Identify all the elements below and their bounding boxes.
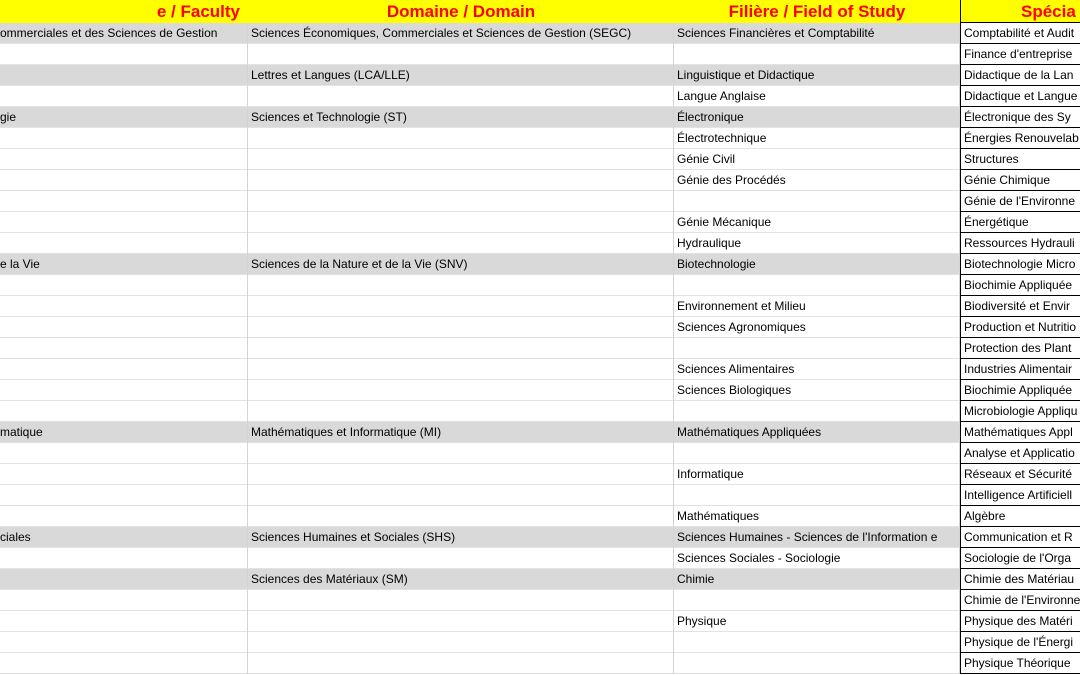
- table-row: [0, 296, 1080, 317]
- specialty-cell[interactable]: Biodiversité et Envir: [960, 296, 1080, 317]
- specialty-cell[interactable]: Physique de l'Énergi: [960, 632, 1080, 653]
- field-cell[interactable]: [674, 485, 960, 506]
- table-row: [0, 506, 1080, 527]
- domain-cell[interactable]: [248, 443, 674, 464]
- specialty-cell[interactable]: Microbiologie Appliqu: [960, 401, 1080, 422]
- specialty-cell[interactable]: Génie de l'Environne: [960, 191, 1080, 212]
- specialty-cell[interactable]: Mathématiques Appl: [960, 422, 1080, 443]
- faculty-cell[interactable]: [0, 296, 248, 317]
- domain-cell[interactable]: [248, 338, 674, 359]
- faculty-cell[interactable]: [0, 254, 248, 275]
- faculty-text: matique: [0, 425, 43, 439]
- table-row: [0, 254, 1080, 275]
- faculty-cell[interactable]: [0, 317, 248, 338]
- field-cell[interactable]: Physique: [674, 611, 960, 632]
- specialty-cell[interactable]: Génie Chimique: [960, 170, 1080, 191]
- table-row: [0, 464, 1080, 485]
- field-cell[interactable]: [674, 191, 960, 212]
- specialty-cell[interactable]: Ressources Hydrauli: [960, 233, 1080, 254]
- domain-cell[interactable]: [248, 611, 674, 632]
- specialty-cell[interactable]: Électronique des Sy: [960, 107, 1080, 128]
- specialty-cell[interactable]: Didactique et Langue: [960, 86, 1080, 107]
- domain-cell[interactable]: [248, 359, 674, 380]
- specialty-cell[interactable]: Énergétique: [960, 212, 1080, 233]
- table-row: [0, 590, 1080, 611]
- domain-cell[interactable]: [248, 212, 674, 233]
- domain-cell[interactable]: Sciences Économiques, Commerciales et Sciences de Gestion (SEGC): [248, 23, 674, 44]
- faculty-cell[interactable]: [0, 212, 248, 233]
- field-cell[interactable]: Électronique: [674, 107, 960, 128]
- domain-cell[interactable]: [248, 653, 674, 674]
- field-cell[interactable]: Informatique: [674, 464, 960, 485]
- table-row: [0, 149, 1080, 170]
- specialty-cell[interactable]: Analyse et Applicatio: [960, 443, 1080, 464]
- domain-cell[interactable]: Mathématiques et Informatique (MI): [248, 422, 674, 443]
- field-cell[interactable]: Chimie: [674, 569, 960, 590]
- table-row: [0, 170, 1080, 191]
- domain-cell[interactable]: [248, 317, 674, 338]
- table-row: [0, 65, 1080, 86]
- specialty-cell[interactable]: Biotechnologie Micro: [960, 254, 1080, 275]
- field-cell[interactable]: Génie Civil: [674, 149, 960, 170]
- table-row: [0, 422, 1080, 443]
- field-cell[interactable]: Mathématiques Appliquées: [674, 422, 960, 443]
- domain-cell[interactable]: [248, 506, 674, 527]
- table-row: [0, 23, 1080, 44]
- specialty-cell[interactable]: Réseaux et Sécurité: [960, 464, 1080, 485]
- faculty-cell[interactable]: [0, 506, 248, 527]
- field-cell[interactable]: Hydraulique: [674, 233, 960, 254]
- domain-cell[interactable]: [248, 233, 674, 254]
- table-row: [0, 653, 1080, 674]
- domain-cell[interactable]: [248, 191, 674, 212]
- faculty-cell[interactable]: [0, 86, 248, 107]
- field-cell[interactable]: [674, 338, 960, 359]
- field-cell[interactable]: [674, 632, 960, 653]
- field-cell[interactable]: Environnement et Milieu: [674, 296, 960, 317]
- specialty-cell[interactable]: Communication et R: [960, 527, 1080, 548]
- domain-cell[interactable]: [248, 485, 674, 506]
- field-cell[interactable]: Langue Anglaise: [674, 86, 960, 107]
- faculty-cell[interactable]: [0, 485, 248, 506]
- domain-cell[interactable]: [248, 296, 674, 317]
- field-cell[interactable]: Biotechnologie: [674, 254, 960, 275]
- faculty-cell[interactable]: [0, 23, 248, 44]
- faculty-cell[interactable]: [0, 464, 248, 485]
- table-row: [0, 317, 1080, 338]
- faculty-cell[interactable]: [0, 401, 248, 422]
- header-specialty[interactable]: Spécia: [960, 0, 1080, 23]
- table-row: [0, 86, 1080, 107]
- faculty-cell[interactable]: [0, 107, 248, 128]
- table-row: [0, 44, 1080, 65]
- table-row: [0, 485, 1080, 506]
- specialty-cell[interactable]: Chimie de l'Environne: [960, 590, 1080, 611]
- field-cell[interactable]: Sciences Alimentaires: [674, 359, 960, 380]
- field-cell[interactable]: [674, 275, 960, 296]
- faculty-cell[interactable]: [0, 359, 248, 380]
- table-row: [0, 275, 1080, 296]
- faculty-cell[interactable]: [0, 569, 248, 590]
- domain-cell[interactable]: [248, 590, 674, 611]
- specialty-cell[interactable]: Biochimie Appliquée: [960, 275, 1080, 296]
- faculty-cell[interactable]: [0, 590, 248, 611]
- table-row: [0, 191, 1080, 212]
- faculty-cell[interactable]: [0, 338, 248, 359]
- faculty-cell[interactable]: [0, 422, 248, 443]
- field-cell[interactable]: Linguistique et Didactique: [674, 65, 960, 86]
- faculty-cell[interactable]: [0, 65, 248, 86]
- specialty-cell[interactable]: Protection des Plant: [960, 338, 1080, 359]
- field-cell[interactable]: Sciences Financières et Comptabilité: [674, 23, 960, 44]
- table-row: [0, 359, 1080, 380]
- specialty-cell[interactable]: Industries Alimentair: [960, 359, 1080, 380]
- table-row: [0, 401, 1080, 422]
- table-row: [0, 107, 1080, 128]
- specialty-cell[interactable]: Algèbre: [960, 506, 1080, 527]
- domain-cell[interactable]: [248, 401, 674, 422]
- field-cell[interactable]: [674, 443, 960, 464]
- faculty-text: ommerciales et des Sciences de Gestion: [0, 26, 218, 40]
- domain-cell[interactable]: Sciences des Matériaux (SM): [248, 569, 674, 590]
- table-row: [0, 611, 1080, 632]
- domain-cell[interactable]: Lettres et Langues (LCA/LLE): [248, 65, 674, 86]
- specialty-cell[interactable]: Physique des Matéri: [960, 611, 1080, 632]
- table-row: [0, 128, 1080, 149]
- domain-cell[interactable]: [248, 149, 674, 170]
- specialty-cell[interactable]: Énergies Renouvelab: [960, 128, 1080, 149]
- table-row: [0, 548, 1080, 569]
- table-row: [0, 233, 1080, 254]
- specialty-cell[interactable]: Sociologie de l'Orga: [960, 548, 1080, 569]
- field-cell[interactable]: Sciences Biologiques: [674, 380, 960, 401]
- domain-cell[interactable]: [248, 275, 674, 296]
- domain-cell[interactable]: [248, 170, 674, 191]
- faculty-cell[interactable]: [0, 170, 248, 191]
- faculty-cell[interactable]: [0, 44, 248, 65]
- table-row: [0, 380, 1080, 401]
- domain-cell[interactable]: [248, 464, 674, 485]
- specialty-cell[interactable]: Didactique de la Lan: [960, 65, 1080, 86]
- faculty-cell[interactable]: [0, 443, 248, 464]
- domain-cell[interactable]: [248, 380, 674, 401]
- domain-cell[interactable]: Sciences de la Nature et de la Vie (SNV): [248, 254, 674, 275]
- header-faculty[interactable]: e / Faculty: [156, 2, 240, 21]
- specialty-cell[interactable]: Physique Théorique: [960, 653, 1080, 674]
- field-cell[interactable]: [674, 401, 960, 422]
- field-cell[interactable]: Sciences Sociales - Sociologie: [674, 548, 960, 569]
- specialty-cell[interactable]: Structures: [960, 149, 1080, 170]
- faculty-cell[interactable]: [0, 380, 248, 401]
- domain-cell[interactable]: [248, 44, 674, 65]
- faculty-cell[interactable]: [0, 128, 248, 149]
- domain-cell[interactable]: Sciences et Technologie (ST): [248, 107, 674, 128]
- domain-cell[interactable]: [248, 548, 674, 569]
- faculty-cell[interactable]: [0, 653, 248, 674]
- domain-cell[interactable]: [248, 86, 674, 107]
- faculty-cell[interactable]: [0, 233, 248, 254]
- field-cell[interactable]: [674, 653, 960, 674]
- table-row: [0, 443, 1080, 464]
- field-cell[interactable]: Génie Mécanique: [674, 212, 960, 233]
- faculty-cell[interactable]: [0, 632, 248, 653]
- field-cell[interactable]: Sciences Humaines - Sciences de l'Information e: [674, 527, 960, 548]
- table-row: [0, 632, 1080, 653]
- header-row: [0, 0, 1080, 23]
- faculty-cell[interactable]: [0, 611, 248, 632]
- header-domain[interactable]: Domaine / Domain: [386, 2, 536, 21]
- specialty-cell[interactable]: Intelligence Artificiell: [960, 485, 1080, 506]
- domain-cell[interactable]: [248, 128, 674, 149]
- faculty-cell[interactable]: [0, 149, 248, 170]
- domain-cell[interactable]: Sciences Humaines et Sociales (SHS): [248, 527, 674, 548]
- faculty-cell[interactable]: [0, 527, 248, 548]
- header-field[interactable]: Filière / Field of Study: [728, 2, 906, 21]
- field-cell[interactable]: Génie des Procédés: [674, 170, 960, 191]
- table-row: [0, 527, 1080, 548]
- table-row: [0, 569, 1080, 590]
- field-cell[interactable]: Mathématiques: [674, 506, 960, 527]
- faculty-cell[interactable]: [0, 548, 248, 569]
- specialty-cell[interactable]: Biochimie Appliquée: [960, 380, 1080, 401]
- domain-cell[interactable]: [248, 632, 674, 653]
- table-row: [0, 212, 1080, 233]
- field-cell[interactable]: Électrotechnique: [674, 128, 960, 149]
- faculty-text: gie: [0, 110, 17, 124]
- faculty-text: e la Vie: [0, 257, 40, 271]
- table-row: [0, 338, 1080, 359]
- specialty-cell[interactable]: Chimie des Matériau: [960, 569, 1080, 590]
- field-cell[interactable]: Sciences Agronomiques: [674, 317, 960, 338]
- faculty-cell[interactable]: [0, 191, 248, 212]
- field-cell[interactable]: [674, 590, 960, 611]
- specialty-cell[interactable]: Production et Nutritio: [960, 317, 1080, 338]
- field-cell[interactable]: [674, 44, 960, 65]
- faculty-text: ciales: [0, 530, 31, 544]
- specialty-cell[interactable]: Comptabilité et Audit: [960, 23, 1080, 44]
- specialty-cell[interactable]: Finance d'entreprise: [960, 44, 1080, 65]
- faculty-cell[interactable]: [0, 275, 248, 296]
